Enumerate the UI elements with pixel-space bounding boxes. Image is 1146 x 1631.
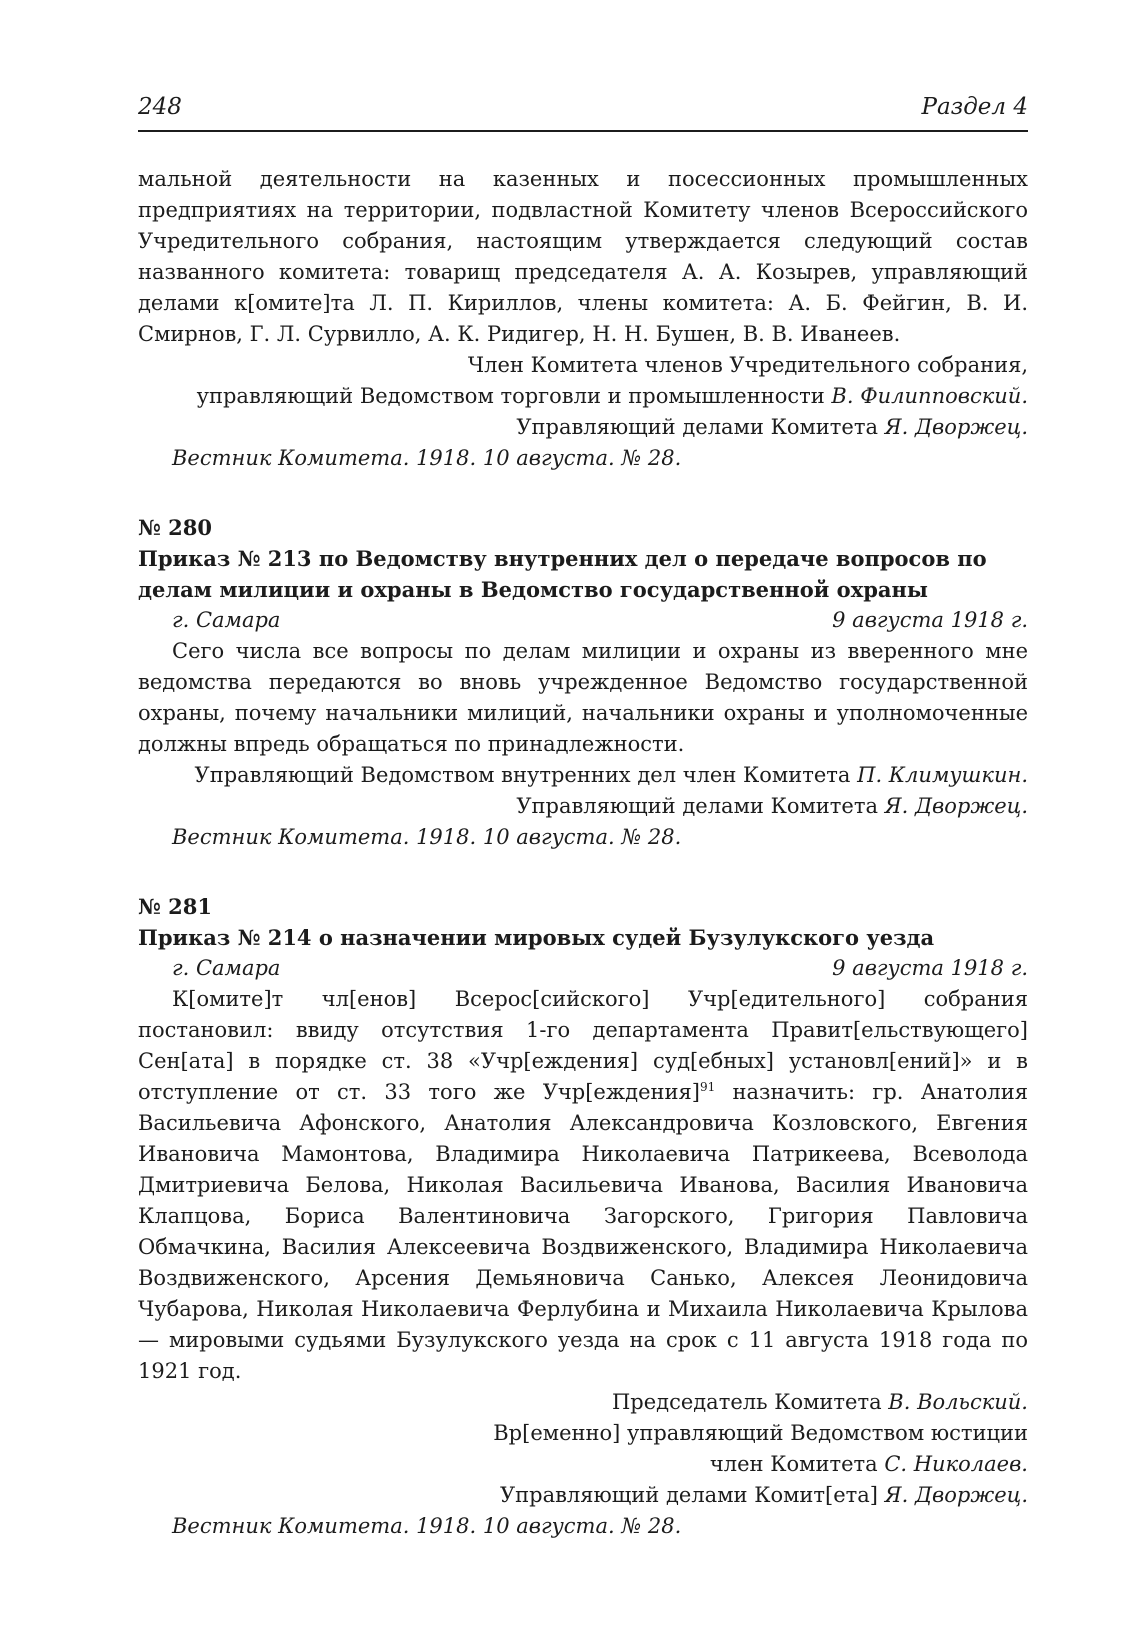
signature-role: Управляющий делами Комит[ета] bbox=[499, 1483, 885, 1507]
source-citation: Вестник Комитета. 1918. 10 августа. № 28. bbox=[172, 1514, 682, 1538]
signatory-name: П. Климушкин. bbox=[857, 763, 1028, 787]
signatory-name: Я. Дворжец. bbox=[884, 1483, 1028, 1507]
signature-line bbox=[138, 1480, 1028, 1511]
section-title: Раздел 4 bbox=[921, 94, 1028, 120]
document-place: г. Самара bbox=[172, 608, 281, 632]
signature-line bbox=[138, 381, 1028, 412]
signatory-name: В. Вольский. bbox=[888, 1390, 1028, 1414]
signature-role: член Комитета bbox=[709, 1452, 885, 1476]
running-header bbox=[138, 88, 1028, 132]
signature-role: Управляющий Ведомством внутренних дел член Комитета bbox=[194, 763, 858, 787]
signature-line bbox=[138, 1449, 1028, 1480]
body-text: назначить: гр. Анатолия Васильевича Афонского, Анатолия Александровича Козловского, Евгения Ивановича Мамонтова, Владимира Николаевича Патрикеева, Всеволода Дмитриевича Белова, Николая Васильевича Иванова, Василия Ивановича Клапцова, Бориса Валентиновича Загорского, Григория Павловича Обмачкина, Василия Алексеевича Воздвиженского, Владимира Николаевича Воздвиженского, Арсения Демьяновича Санько, Алексея Леонидовича Чубарова, Николая Николаевича Ферлубина и Михаила Николаевича Крылова — мировыми судьями Бузулукского уезда на срок с 11 августа 1918 года по 1921 год. bbox=[138, 1080, 1029, 1383]
place-date-line bbox=[138, 953, 1028, 984]
signatory-name: С. Николаев. bbox=[884, 1452, 1028, 1476]
signature-line: Вр[еменно] управляющий Ведомством юстиции bbox=[493, 1421, 1028, 1445]
page-content bbox=[138, 164, 1028, 1542]
place-date-line bbox=[138, 605, 1028, 636]
signatory-name: В. Филипповский. bbox=[831, 384, 1028, 408]
source-citation: Вестник Комитета. 1918. 10 августа. № 28. bbox=[172, 446, 682, 470]
document-body: Сего числа все вопросы по делам милиции и охраны из вверенного мне ведомства передаются во вновь учрежденное Ведомство государственной охраны, почему начальники милиций, начальники охраны и уполномоченные должны впредь обращаться по принадлежности. bbox=[138, 639, 1028, 756]
signature-role: Управляющий делами Комитета bbox=[516, 415, 885, 439]
document-date: 9 августа 1918 г. bbox=[832, 956, 1028, 980]
signature-line bbox=[138, 760, 1028, 791]
document-place: г. Самара bbox=[172, 956, 281, 980]
page-number: 248 bbox=[138, 94, 182, 120]
footnote-marker: 91 bbox=[699, 1080, 716, 1094]
signature-line bbox=[138, 791, 1028, 822]
signature-role: управляющий Ведомством торговли и промышленности bbox=[196, 384, 832, 408]
continuation-paragraph: мальной деятельности на казенных и посессионных промышленных предприятиях на территории, подвластной Комитету членов Всероссийского Учредительного собрания, настоящим утверждается следующий состав названного комитета: товарищ председателя А. А. Козырев, управляющий делами к[омите]та Л. П. Кириллов, члены комитета: А. Б. Фейгин, В. И. Смирнов, Г. Л. Сурвилло, А. К. Ридигер, Н. Н. Бушен, В. В. Иванеев. bbox=[138, 167, 1028, 346]
signatory-name: Я. Дворжец. bbox=[884, 415, 1028, 439]
document-date: 9 августа 1918 г. bbox=[832, 608, 1028, 632]
signature-role: Председатель Комитета bbox=[611, 1390, 889, 1414]
source-citation: Вестник Комитета. 1918. 10 августа. № 28. bbox=[172, 825, 682, 849]
signature-line bbox=[138, 412, 1028, 443]
signatory-name: Я. Дворжец. bbox=[884, 794, 1028, 818]
document-body bbox=[138, 984, 1028, 1387]
signature-role: Управляющий делами Комитета bbox=[516, 794, 885, 818]
document-number: № 281 bbox=[138, 894, 212, 919]
document-title: Приказ № 214 о назначении мировых судей Бузулукского уезда bbox=[138, 925, 935, 950]
signature-line: Член Комитета членов Учредительного собрания, bbox=[467, 353, 1028, 377]
signature-line bbox=[138, 1387, 1028, 1418]
document-number: № 280 bbox=[138, 515, 212, 540]
body-text: К[омите]т чл[енов] Всерос[сийского] Учр[едительного] собрания постановил: ввиду отсутствия 1-го департамента Правит[ельствующего] Сен[ата] в порядке ст. 38 «Учр[еждения] суд[ебных] установл[ений]» и в отступление от ст. 33 того же Учр[еждения] bbox=[138, 987, 1028, 1104]
document-title: Приказ № 213 по Ведомству внутренних дел о передаче вопросов по делам милиции и охраны в Ведомство государственной охраны bbox=[138, 546, 987, 602]
